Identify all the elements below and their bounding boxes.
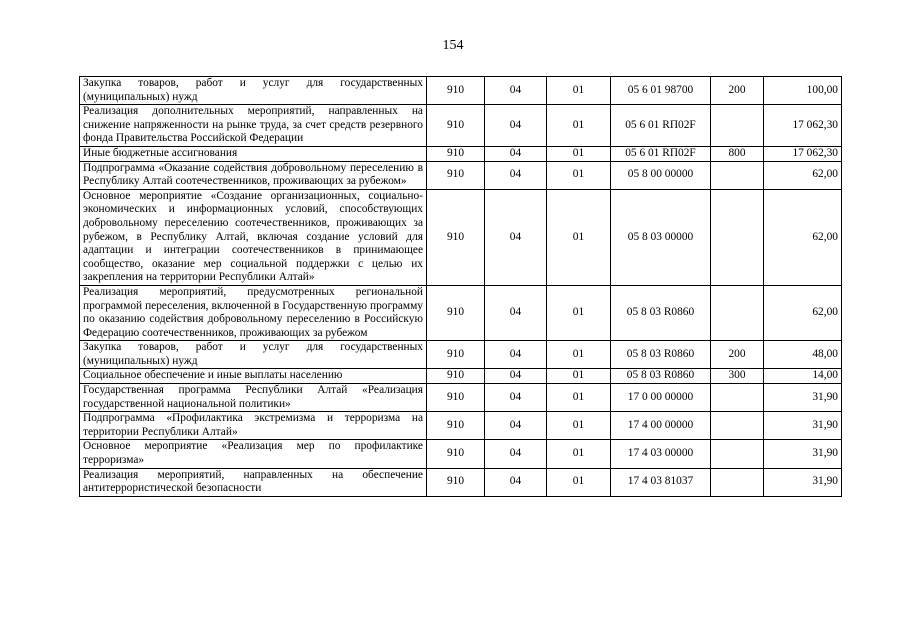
row-rz-cell: 04 <box>485 440 547 468</box>
row-name-cell: Реализация дополнительных мероприятий, направленных на снижение напряженности на рынке труда, за счет средств резервного фонда Правительства Российской Федерации <box>80 105 427 147</box>
row-gr-cell: 910 <box>427 285 485 340</box>
row-gr-cell: 910 <box>427 384 485 412</box>
row-rz-cell: 04 <box>485 77 547 105</box>
row-pr-cell: 01 <box>547 369 611 384</box>
row-name-cell: Подпрограмма «Оказание содействия добровольному переселению в Республику Алтай соотечественников, проживающих за рубежом» <box>80 161 427 189</box>
row-sum-cell: 100,00 <box>764 77 842 105</box>
table-row <box>80 161 842 189</box>
table-row <box>80 341 842 369</box>
row-rz-cell: 04 <box>485 369 547 384</box>
row-sum-cell: 14,00 <box>764 369 842 384</box>
row-sum-cell: 17 062,30 <box>764 146 842 161</box>
row-vr-cell: 200 <box>711 77 764 105</box>
row-sum-cell: 31,90 <box>764 468 842 496</box>
row-vr-cell <box>711 440 764 468</box>
row-rz-cell: 04 <box>485 146 547 161</box>
row-csr-cell: 05 6 01 RП02F <box>611 146 711 161</box>
row-csr-cell: 17 4 00 00000 <box>611 412 711 440</box>
row-sum-cell: 31,90 <box>764 412 842 440</box>
row-csr-cell: 05 8 03 00000 <box>611 189 711 285</box>
row-pr-cell: 01 <box>547 146 611 161</box>
row-csr-cell: 17 4 03 81037 <box>611 468 711 496</box>
row-csr-cell: 05 8 03 R0860 <box>611 369 711 384</box>
row-vr-cell <box>711 384 764 412</box>
row-name-cell: Реализация мероприятий, предусмотренных региональной программой переселения, включенной в Государственную программу по оказанию содействия добровольному переселению в Российскую Федерацию соотечественников, проживающих за рубежом <box>80 285 427 340</box>
row-pr-cell: 01 <box>547 384 611 412</box>
row-vr-cell <box>711 105 764 147</box>
row-sum-cell: 62,00 <box>764 189 842 285</box>
row-vr-cell: 800 <box>711 146 764 161</box>
row-name-cell: Закупка товаров, работ и услуг для государственных (муниципальных) нужд <box>80 77 427 105</box>
row-pr-cell: 01 <box>547 440 611 468</box>
row-pr-cell: 01 <box>547 285 611 340</box>
table-row <box>80 105 842 147</box>
row-sum-cell: 62,00 <box>764 161 842 189</box>
row-pr-cell: 01 <box>547 468 611 496</box>
row-pr-cell: 01 <box>547 412 611 440</box>
row-pr-cell: 01 <box>547 189 611 285</box>
row-name-cell: Подпрограмма «Профилактика экстремизма и терроризма на территории Республики Алтай» <box>80 412 427 440</box>
row-name-cell: Реализация мероприятий, направленных на обеспечение антитеррористической безопасности <box>80 468 427 496</box>
row-gr-cell: 910 <box>427 468 485 496</box>
row-vr-cell <box>711 468 764 496</box>
budget-table <box>79 76 842 497</box>
row-sum-cell: 17 062,30 <box>764 105 842 147</box>
row-csr-cell: 05 8 03 R0860 <box>611 341 711 369</box>
row-sum-cell: 48,00 <box>764 341 842 369</box>
budget-table-body <box>80 77 842 497</box>
row-vr-cell <box>711 189 764 285</box>
table-row <box>80 384 842 412</box>
row-gr-cell: 910 <box>427 146 485 161</box>
row-rz-cell: 04 <box>485 384 547 412</box>
row-csr-cell: 05 6 01 98700 <box>611 77 711 105</box>
table-row <box>80 440 842 468</box>
row-gr-cell: 910 <box>427 161 485 189</box>
table-row <box>80 468 842 496</box>
table-row <box>80 146 842 161</box>
row-rz-cell: 04 <box>485 341 547 369</box>
table-row <box>80 77 842 105</box>
row-name-cell: Государственная программа Республики Алтай «Реализация государственной национальной политики» <box>80 384 427 412</box>
row-gr-cell: 910 <box>427 412 485 440</box>
row-sum-cell: 31,90 <box>764 440 842 468</box>
row-rz-cell: 04 <box>485 412 547 440</box>
row-csr-cell: 05 8 03 R0860 <box>611 285 711 340</box>
row-gr-cell: 910 <box>427 369 485 384</box>
row-rz-cell: 04 <box>485 105 547 147</box>
row-rz-cell: 04 <box>485 468 547 496</box>
row-pr-cell: 01 <box>547 105 611 147</box>
page-number: 154 <box>442 38 464 53</box>
row-name-cell: Иные бюджетные ассигнования <box>80 146 427 161</box>
row-name-cell: Закупка товаров, работ и услуг для государственных (муниципальных) нужд <box>80 341 427 369</box>
row-sum-cell: 31,90 <box>764 384 842 412</box>
table-row <box>80 412 842 440</box>
row-gr-cell: 910 <box>427 341 485 369</box>
row-vr-cell: 300 <box>711 369 764 384</box>
row-vr-cell <box>711 161 764 189</box>
row-gr-cell: 910 <box>427 189 485 285</box>
table-row <box>80 189 842 285</box>
row-csr-cell: 17 0 00 00000 <box>611 384 711 412</box>
row-gr-cell: 910 <box>427 77 485 105</box>
row-gr-cell: 910 <box>427 105 485 147</box>
row-name-cell: Социальное обеспечение и иные выплаты населению <box>80 369 427 384</box>
row-csr-cell: 05 8 00 00000 <box>611 161 711 189</box>
row-csr-cell: 05 6 01 RП02F <box>611 105 711 147</box>
row-name-cell: Основное мероприятие «Реализация мер по профилактике терроризма» <box>80 440 427 468</box>
row-pr-cell: 01 <box>547 161 611 189</box>
table-row <box>80 285 842 340</box>
row-pr-cell: 01 <box>547 341 611 369</box>
row-vr-cell: 200 <box>711 341 764 369</box>
row-pr-cell: 01 <box>547 77 611 105</box>
row-vr-cell <box>711 412 764 440</box>
row-sum-cell: 62,00 <box>764 285 842 340</box>
row-csr-cell: 17 4 03 00000 <box>611 440 711 468</box>
table-row <box>80 369 842 384</box>
row-rz-cell: 04 <box>485 161 547 189</box>
row-rz-cell: 04 <box>485 285 547 340</box>
row-gr-cell: 910 <box>427 440 485 468</box>
row-rz-cell: 04 <box>485 189 547 285</box>
row-name-cell: Основное мероприятие «Создание организационных, социально-экономических и информационных условий, способствующих добровольному переселению соотечественников, проживающих за рубежом, в Республику Алтай, включая создание условий для адаптации и интеграции соотечественников в принимающее сообщество, оказание мер социальной поддержки с целью их закрепления на территории Республики Алтай» <box>80 189 427 285</box>
row-vr-cell <box>711 285 764 340</box>
